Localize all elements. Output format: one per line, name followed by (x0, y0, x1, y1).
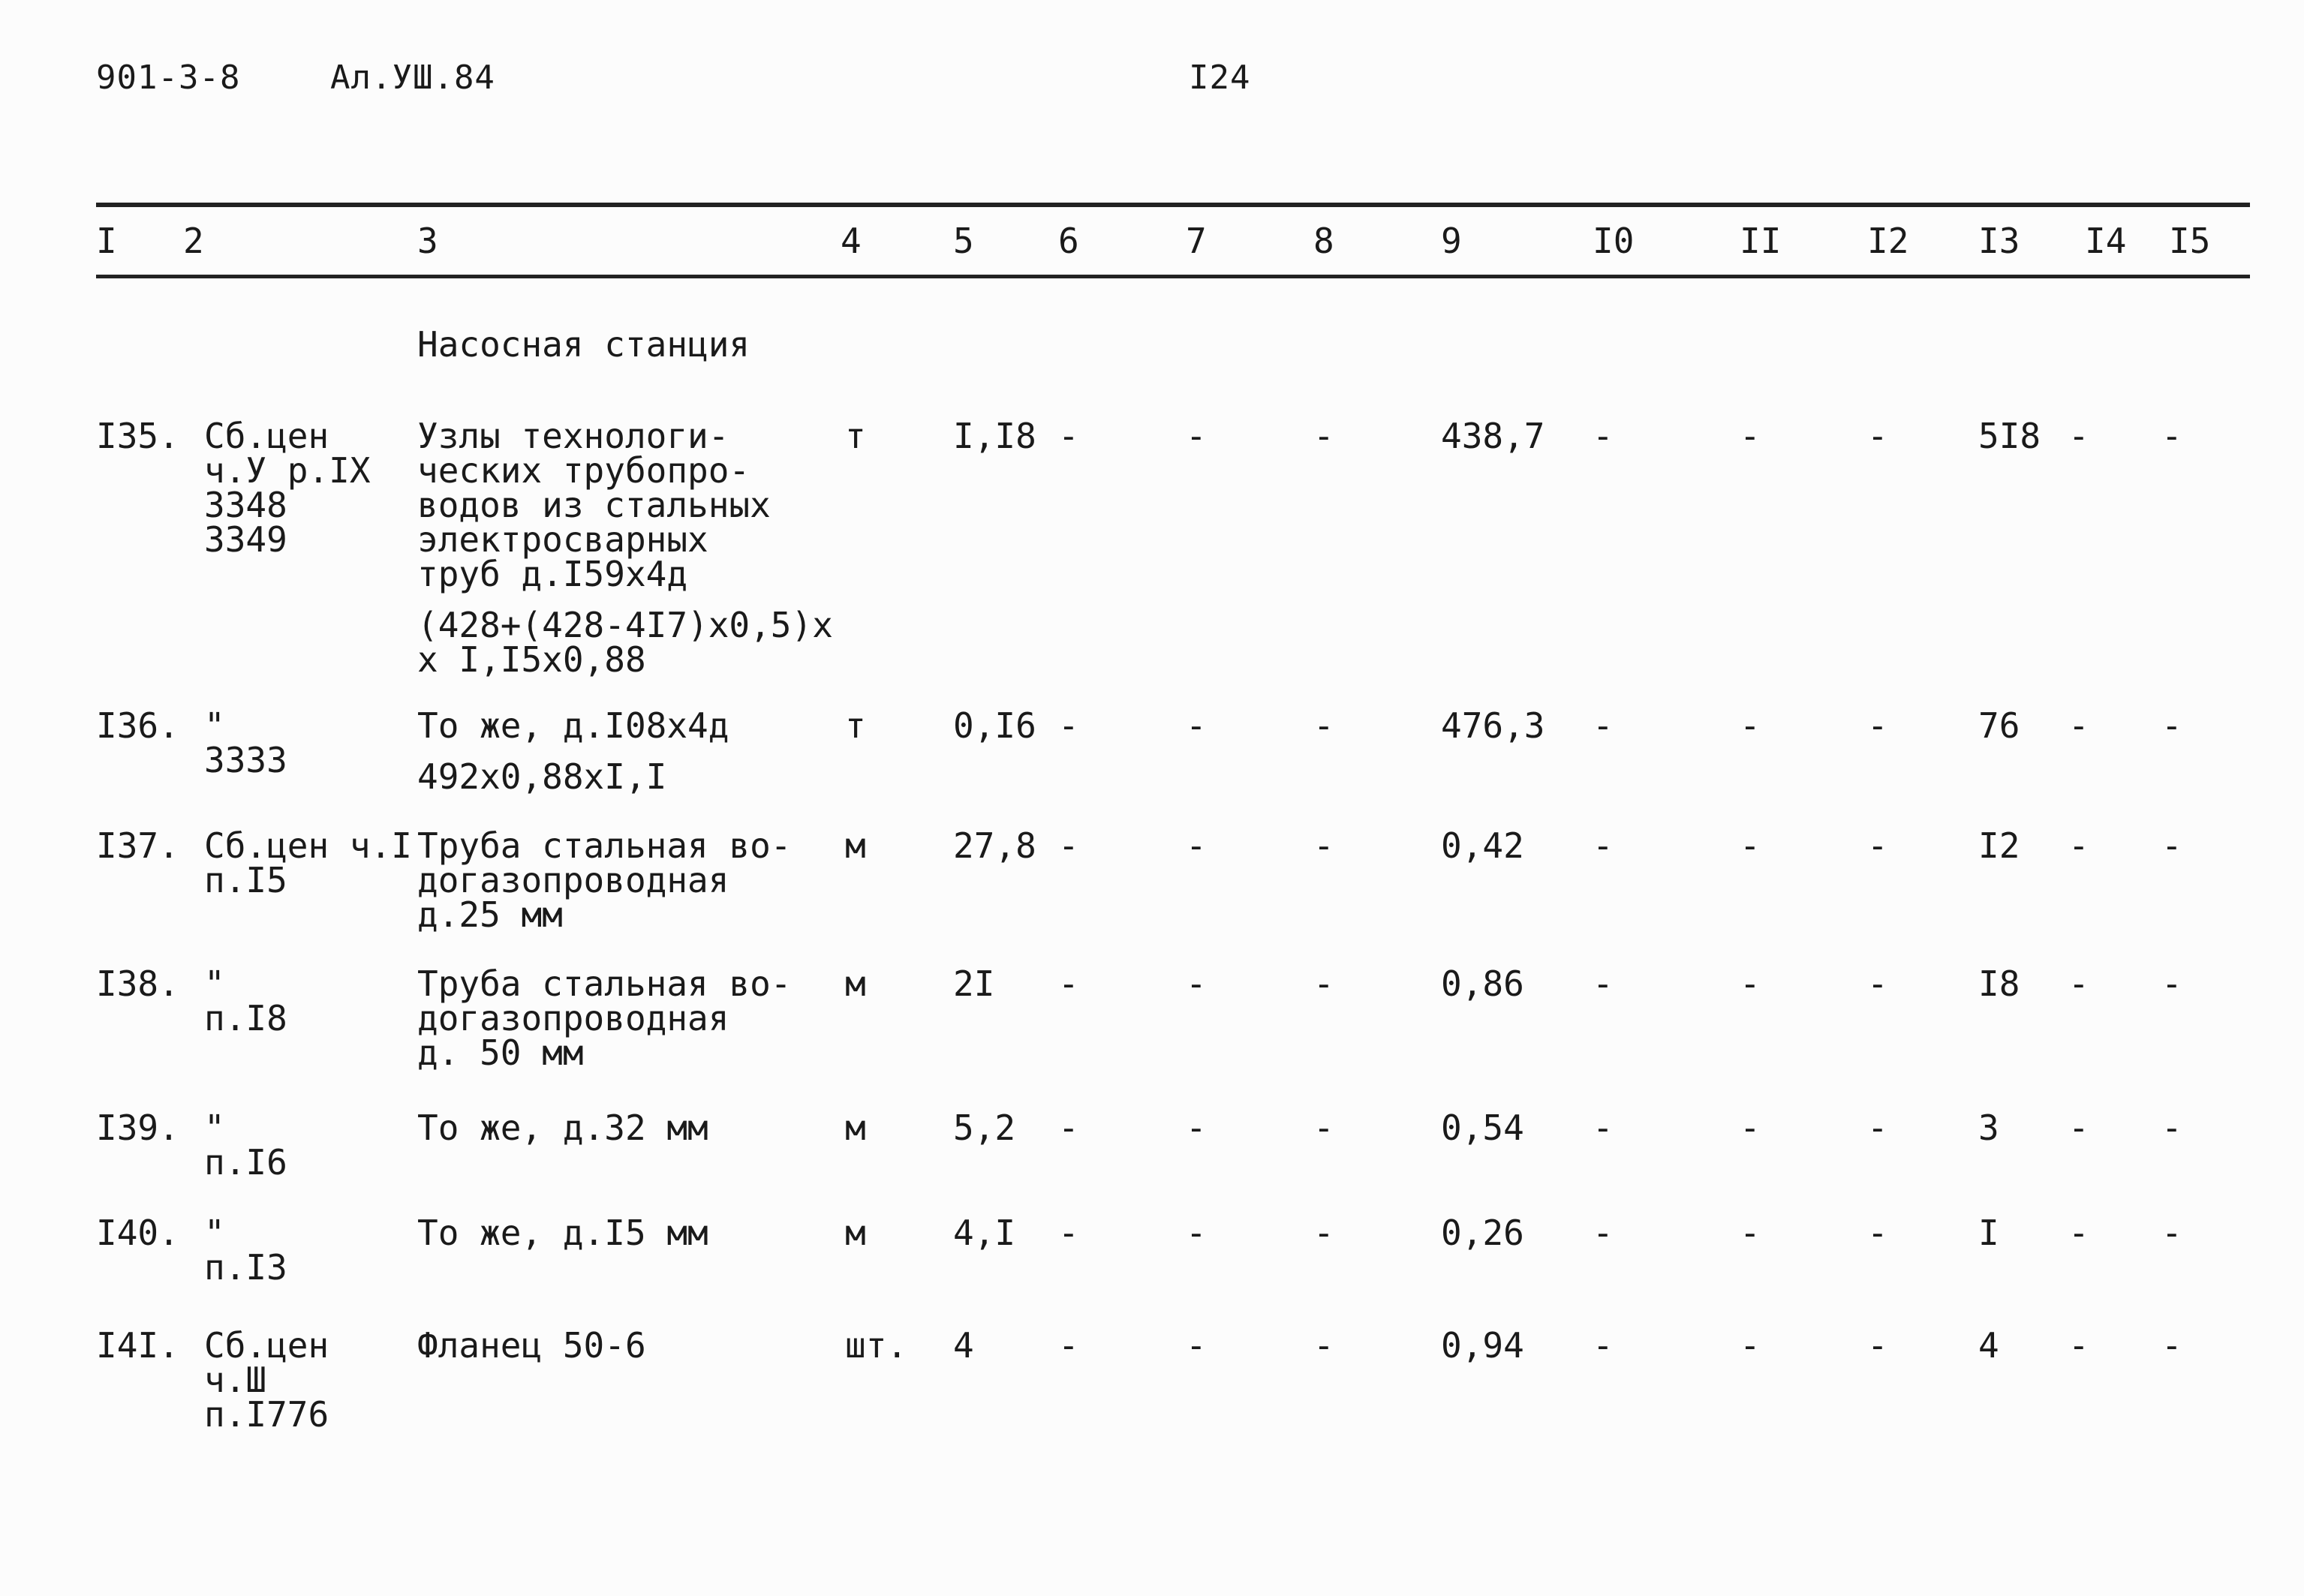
price-reference-line: " (204, 1108, 225, 1148)
quantity-formula-line: x I,I5x0,88 (417, 639, 646, 680)
item-description (417, 825, 792, 935)
value-cell-9: 0,86 (1441, 963, 1524, 1004)
value-cell-8: - (1313, 1213, 1334, 1253)
value-cell-7: - (1186, 1213, 1207, 1253)
value-cell-13: 4 (1978, 1325, 1999, 1366)
value-cell-7: - (1186, 963, 1207, 1004)
value-cell-9: 0,94 (1441, 1325, 1524, 1366)
item-description (417, 963, 792, 1073)
value-cell-11: - (1740, 705, 1761, 746)
column-header: 7 (1186, 221, 1207, 261)
item-description-line: Фланец 50-6 (417, 1325, 646, 1366)
price-reference (204, 416, 371, 560)
doc-code: 901-3-8 (96, 59, 241, 97)
item-description-line: Труба стальная во- (417, 963, 792, 1004)
item-description-line: Узлы технологи- (417, 416, 729, 456)
value-cell-15: - (2161, 416, 2182, 456)
value-cell-15: - (2161, 1213, 2182, 1253)
price-reference-line: Сб.цен (204, 1325, 329, 1366)
item-description (417, 1325, 646, 1366)
unit-cell: м (845, 1108, 866, 1148)
unit-cell: шт. (845, 1325, 908, 1366)
value-cell-13: I2 (1978, 825, 2020, 866)
value-cell-5: 5,2 (953, 1108, 1016, 1148)
value-cell-11: - (1740, 1325, 1761, 1366)
value-cell-10: - (1593, 416, 1614, 456)
value-cell-9: 0,42 (1441, 825, 1524, 866)
value-cell-5: 4 (953, 1325, 974, 1366)
value-cell-11: - (1740, 416, 1761, 456)
price-reference-line: 3349 (204, 519, 287, 560)
price-reference-line: Сб.цен ч.I (204, 825, 412, 866)
value-cell-8: - (1313, 416, 1334, 456)
value-cell-8: - (1313, 705, 1334, 746)
value-cell-12: - (1867, 1213, 1888, 1253)
price-reference-line: п.I3 (204, 1247, 287, 1288)
item-description-line: Труба стальная во- (417, 825, 792, 866)
column-header: 5 (953, 221, 974, 261)
value-cell-10: - (1593, 1213, 1614, 1253)
column-header: 9 (1441, 221, 1462, 261)
row-number: I39. (96, 1108, 179, 1148)
item-description-line: д. 50 мм (417, 1032, 584, 1073)
value-cell-8: - (1313, 963, 1334, 1004)
value-cell-8: - (1313, 1325, 1334, 1366)
value-cell-13: 3 (1978, 1108, 1999, 1148)
album-number: Ал.УШ.84 (330, 59, 495, 97)
value-cell-6: - (1058, 705, 1079, 746)
value-cell-7: - (1186, 705, 1207, 746)
value-cell-6: - (1058, 825, 1079, 866)
value-cell-5: I,I8 (953, 416, 1036, 456)
column-header: I3 (1978, 221, 2020, 261)
price-reference-line: " (204, 1213, 225, 1253)
value-cell-5: 2I (953, 963, 995, 1004)
value-cell-15: - (2161, 963, 2182, 1004)
item-description-line: водов из стальных (417, 485, 771, 525)
value-cell-11: - (1740, 1108, 1761, 1148)
value-cell-14: - (2068, 1325, 2089, 1366)
column-header: 8 (1313, 221, 1334, 261)
price-reference-line: " (204, 963, 225, 1004)
price-reference-line: " (204, 705, 225, 746)
unit-cell: м (845, 1213, 866, 1253)
value-cell-12: - (1867, 705, 1888, 746)
value-cell-14: - (2068, 825, 2089, 866)
price-reference-line: 3348 (204, 485, 287, 525)
item-description-line: догазопроводная (417, 860, 729, 900)
value-cell-5: 27,8 (953, 825, 1036, 866)
price-reference-line: п.I776 (204, 1394, 329, 1435)
value-cell-11: - (1740, 963, 1761, 1004)
value-cell-5: 0,I6 (953, 705, 1036, 746)
value-cell-10: - (1593, 1325, 1614, 1366)
quantity-formula-line: (428+(428-4I7)x0,5)x (417, 605, 833, 645)
column-header: I5 (2169, 221, 2211, 261)
price-reference-line: ч.Ш (204, 1360, 267, 1400)
table-header-rule (96, 275, 2250, 278)
value-cell-13: 76 (1978, 705, 2020, 746)
price-reference-line: п.I6 (204, 1142, 287, 1183)
price-reference-line: п.I8 (204, 998, 287, 1038)
row-number: I40. (96, 1213, 179, 1253)
price-reference (204, 1108, 287, 1183)
price-reference-line: Сб.цен (204, 416, 329, 456)
value-cell-10: - (1593, 1108, 1614, 1148)
price-reference (204, 963, 287, 1038)
row-number: I35. (96, 416, 179, 456)
value-cell-13: 5I8 (1978, 416, 2041, 456)
value-cell-10: - (1593, 705, 1614, 746)
value-cell-14: - (2068, 963, 2089, 1004)
unit-cell: м (845, 825, 866, 866)
unit-cell: т (845, 705, 866, 746)
value-cell-14: - (2068, 1213, 2089, 1253)
value-cell-8: - (1313, 825, 1334, 866)
row-number: I4I. (96, 1325, 179, 1366)
value-cell-14: - (2068, 1108, 2089, 1148)
value-cell-9: 0,54 (1441, 1108, 1524, 1148)
value-cell-12: - (1867, 1325, 1888, 1366)
price-reference-line: п.I5 (204, 860, 287, 900)
value-cell-6: - (1058, 963, 1079, 1004)
item-description-line: догазопроводная (417, 998, 729, 1038)
item-description-line: д.25 мм (417, 894, 563, 935)
value-cell-9: 476,3 (1441, 705, 1545, 746)
value-cell-6: - (1058, 1213, 1079, 1253)
value-cell-15: - (2161, 825, 2182, 866)
value-cell-5: 4,I (953, 1213, 1016, 1253)
value-cell-7: - (1186, 1325, 1207, 1366)
item-description-line: труб д.I59x4д (417, 554, 688, 594)
table-top-rule (96, 203, 2250, 207)
value-cell-9: 438,7 (1441, 416, 1545, 456)
value-cell-7: - (1186, 825, 1207, 866)
value-cell-6: - (1058, 1108, 1079, 1148)
item-description (417, 1213, 708, 1253)
value-cell-12: - (1867, 825, 1888, 866)
price-reference (204, 1213, 287, 1288)
column-header: 2 (183, 221, 204, 261)
value-cell-7: - (1186, 416, 1207, 456)
value-cell-10: - (1593, 825, 1614, 866)
value-cell-6: - (1058, 416, 1079, 456)
value-cell-6: - (1058, 1325, 1079, 1366)
price-reference (204, 705, 287, 780)
quantity-formula (417, 756, 667, 797)
column-header: I (96, 221, 117, 261)
page-number: I24 (1189, 59, 1251, 97)
section-title: Насосная станция (417, 324, 750, 365)
row-number: I38. (96, 963, 179, 1004)
price-reference (204, 825, 412, 900)
quantity-formula-line: 492x0,88xI,I (417, 756, 667, 797)
value-cell-11: - (1740, 1213, 1761, 1253)
value-cell-7: - (1186, 1108, 1207, 1148)
item-description (417, 1108, 708, 1148)
item-description-line: ческих трубопро- (417, 450, 750, 491)
item-description (417, 705, 729, 746)
value-cell-11: - (1740, 825, 1761, 866)
value-cell-15: - (2161, 705, 2182, 746)
value-cell-10: - (1593, 963, 1614, 1004)
unit-cell: м (845, 963, 866, 1004)
column-header: I0 (1593, 221, 1635, 261)
value-cell-13: I (1978, 1213, 1999, 1253)
value-cell-12: - (1867, 416, 1888, 456)
row-number: I36. (96, 705, 179, 746)
column-header: 6 (1058, 221, 1079, 261)
column-header: II (1740, 221, 1782, 261)
value-cell-9: 0,26 (1441, 1213, 1524, 1253)
price-reference (204, 1325, 329, 1435)
value-cell-15: - (2161, 1325, 2182, 1366)
item-description-line: То же, д.I5 мм (417, 1213, 708, 1253)
value-cell-14: - (2068, 416, 2089, 456)
value-cell-12: - (1867, 1108, 1888, 1148)
value-cell-14: - (2068, 705, 2089, 746)
item-description-line: электросварных (417, 519, 708, 560)
value-cell-13: I8 (1978, 963, 2020, 1004)
row-number: I37. (96, 825, 179, 866)
value-cell-8: - (1313, 1108, 1334, 1148)
item-description (417, 416, 771, 594)
price-reference-line: 3333 (204, 740, 287, 780)
item-description-line: То же, д.32 мм (417, 1108, 708, 1148)
column-header: I2 (1867, 221, 1909, 261)
price-reference-line: ч.У р.IX (204, 450, 371, 491)
column-header: 4 (841, 221, 862, 261)
quantity-formula (417, 605, 833, 680)
value-cell-15: - (2161, 1108, 2182, 1148)
column-header: 3 (417, 221, 438, 261)
column-header: I4 (2085, 221, 2127, 261)
value-cell-12: - (1867, 963, 1888, 1004)
item-description-line: То же, д.I08x4д (417, 705, 729, 746)
unit-cell: т (845, 416, 866, 456)
